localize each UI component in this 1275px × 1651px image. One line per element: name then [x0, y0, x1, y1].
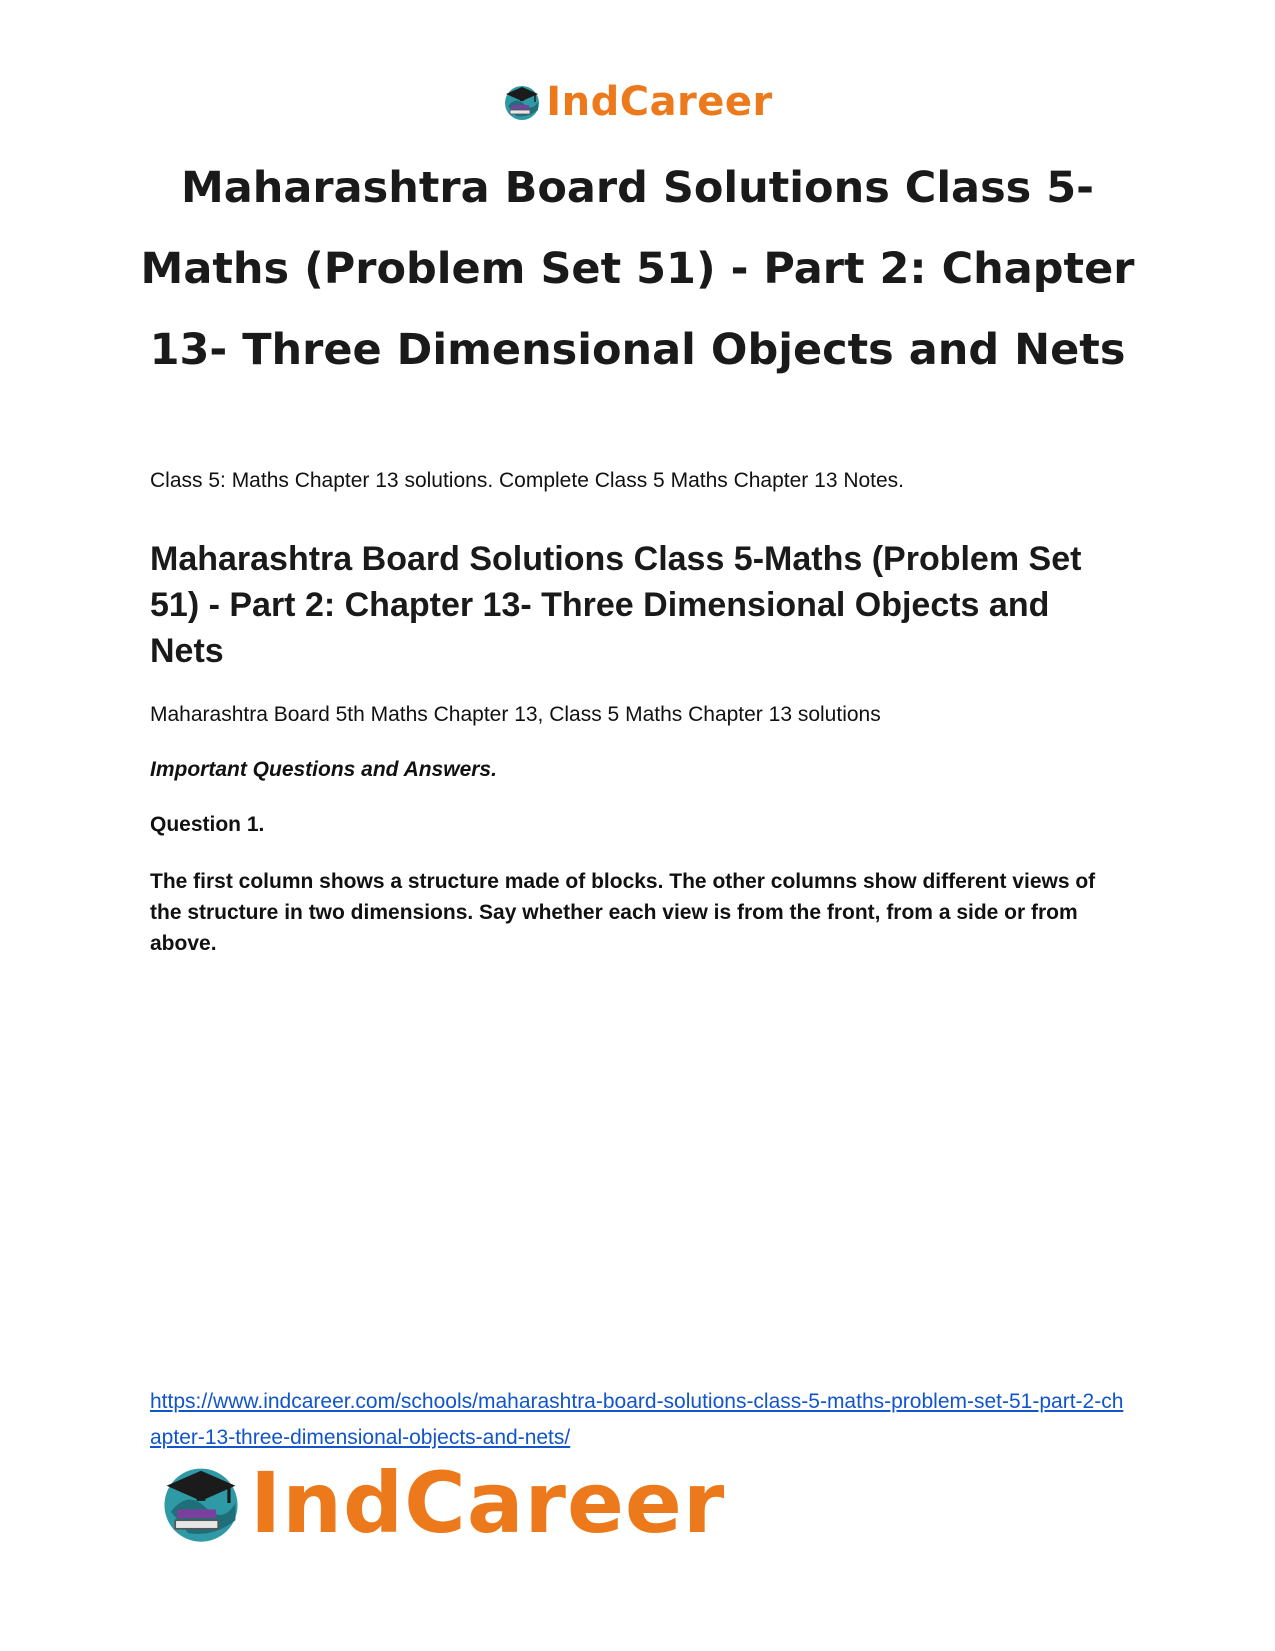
header-logo	[0, 80, 1275, 124]
source-link[interactable]: https://www.indcareer.com/schools/maharashtra-board-solutions-class-5-maths-problem-set-51-part-2-chapter-13-three-dimensional-objects-and-nets/	[150, 1390, 1124, 1449]
question-label: Question 1.	[150, 813, 265, 836]
brand-name: IndCareer	[250, 1454, 726, 1552]
graduation-globe-icon	[158, 1460, 244, 1546]
question-text: The first column shows a structure made of blocks. The other columns show different views of the structure in two dimensions. Say whether each view is from the front, from a side or from above.	[150, 870, 1096, 955]
brand-name: IndCareer	[546, 79, 773, 125]
tagline-text: Maharashtra Board 5th Maths Chapter 13, Class 5 Maths Chapter 13 solutions	[150, 703, 881, 726]
important-label: Important Questions and Answers.	[150, 758, 497, 781]
graduation-globe-icon	[502, 82, 542, 122]
footer-logo	[158, 1455, 725, 1551]
section-heading: Maharashtra Board Solutions Class 5-Maths (Problem Set 51) - Part 2: Chapter 13- Three Dimensional Objects and Nets	[150, 540, 1082, 670]
intro-text: Class 5: Maths Chapter 13 solutions. Complete Class 5 Maths Chapter 13 Notes.	[150, 469, 905, 492]
page-title: Maharashtra Board Solutions Class 5-Maths (Problem Set 51) - Part 2: Chapter 13- Three Dimensional Objects and Nets	[140, 163, 1135, 375]
